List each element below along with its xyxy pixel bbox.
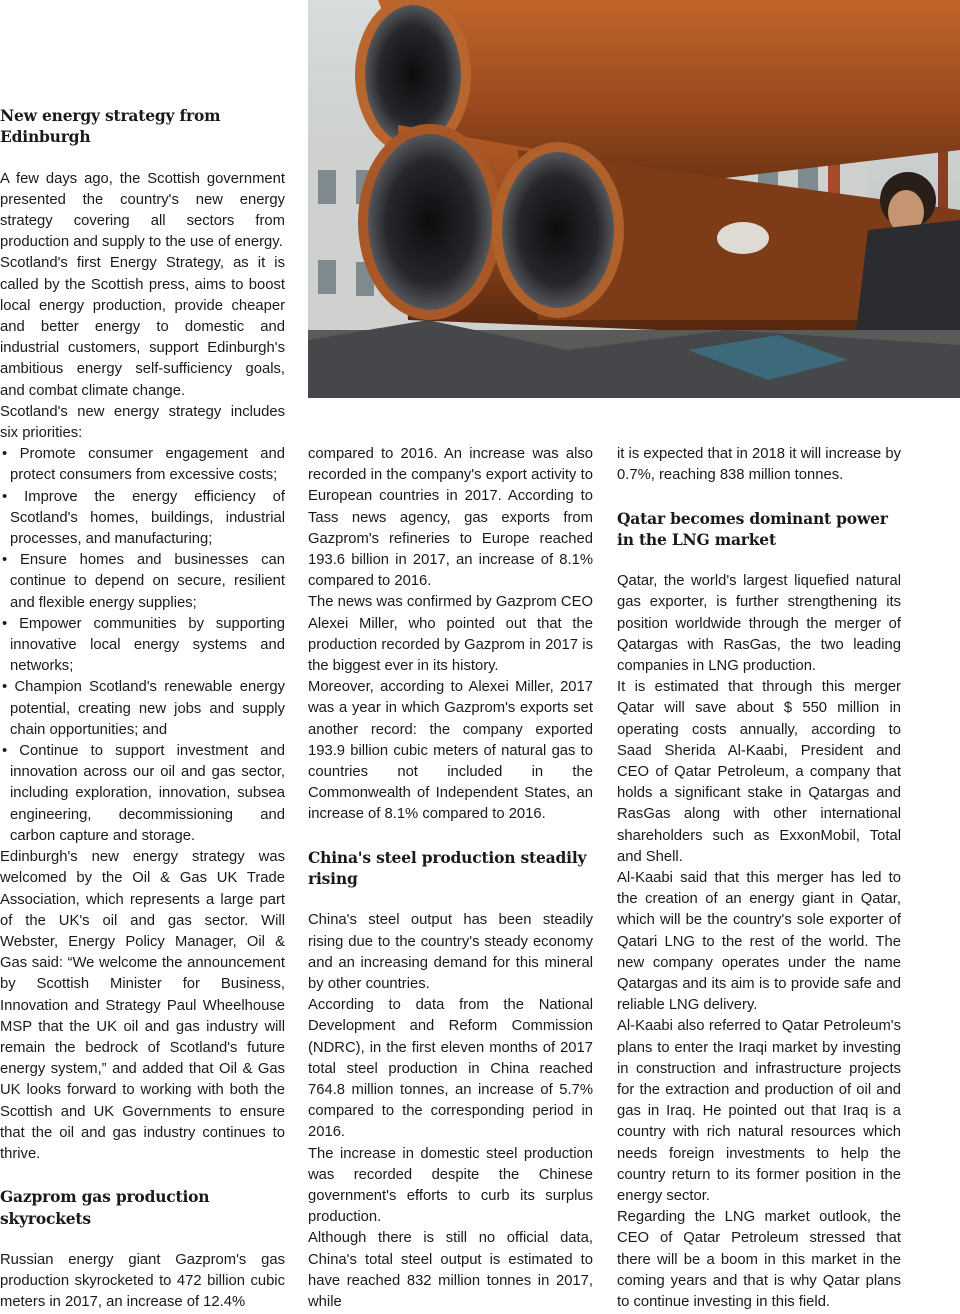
paragraph: Al-Kaabi said that this merger has led to the creation of an energy giant in Qatar, which will be the country's sole exporter of Qatari LNG to the rest of the world. The new company operates under the name Qatargas and its aim is to provide safe and reliable LNG delivery. (617, 870, 901, 1014)
paragraph: compared to 2016. An increase was also recorded in the company's export activity to European countries in 2017. According to Tass news agency, gas exports from Gazprom's refineries to Europe reached 193.6 billion in 2017, an increase of 8.1% compared to 2016. (308, 446, 593, 590)
paragraph: Regarding the LNG market outlook, the CEO of Qatar Petroleum stressed that there will be a boom in this market in the coming years and that is why Qatar plans to continue investing in this field. (617, 1209, 901, 1311)
column-middle (308, 0, 593, 1313)
bullet-item: • Promote consumer engagement and protect consumers from excessive costs; (2, 446, 285, 484)
paragraph: Russian energy giant Gazprom's gas production skyrocketed to 472 billion cubic meters in 2017, an increase of 12.4% (0, 1251, 285, 1311)
paragraph: China's steel output has been steadily rising due to the country's steady economy and an increasing demand for this mineral by other countries. (308, 912, 593, 993)
headline-qatar-lng: Qatar becomes dominant power in the LNG market (617, 508, 888, 549)
paragraph: it is expected that in 2018 it will increase by 0.7%, reaching 838 million tonnes. (617, 446, 901, 484)
paragraph: Although there is still no official data, China's total steel output is estimated to have reached 832 million tonnes in 2017, while (308, 1230, 593, 1311)
paragraph: Scotland's new energy strategy includes six priorities: (0, 403, 285, 442)
column-right (617, 0, 901, 1313)
bullet-item: • Empower communities by supporting innovative local energy systems and networks; (2, 615, 285, 675)
headline-china-steel: China's steel production steadily rising (308, 847, 587, 889)
column-left (0, 0, 285, 1314)
paragraph: It is estimated that through this merger Qatar will save about $ 550 million in operating costs annually, according to Saad Sherida Al-Kaabi, President and CEO of Qatar Petroleum, a company that holds a significant stake in Qatargas and RasGas along with other international shareholders such as ExxonMobil, Total and Shell. (617, 679, 901, 865)
paragraph: The news was confirmed by Gazprom CEO Alexei Miller, who pointed out that the production recorded by Gazprom in 2017 is the biggest ever in its history. (308, 594, 593, 675)
paragraph: Moreover, according to Alexei Miller, 2017 was a year in which Gazprom's exports set another record: the company exported 193.9 billion cubic meters of natural gas to countries not included in the Commonwealth of Independent States, an increase of 8.1% compared to 2016. (308, 679, 593, 823)
bullet-item: • Champion Scotland's renewable energy potential, creating new jobs and supply chain opportunities; and (2, 679, 285, 738)
paragraph: According to data from the National Development and Reform Commission (NDRC), in the first eleven months of 2017 total steel production in China reached 764.8 million tonnes, an increase of 5.7% compared to the corresponding period in 2016. (308, 997, 593, 1141)
headline-edinburgh: New energy strategy from Edinburgh (0, 106, 221, 147)
headline-gazprom: Gazprom gas production skyrockets (0, 1187, 210, 1228)
paragraph: Qatar, the world's largest liquefied natural gas exporter, is further strengthening its position worldwide through the merger of Qatargas with RasGas, the two leading companies in LNG production. (617, 573, 901, 674)
paragraph: Scotland's first Energy Strategy, as it is called by the Scottish press, aims to boost local energy production, provide cheaper and better energy to domestic and industrial customers, support Edinburgh's ambitious energy self-sufficiency goals, and combat climate change. (0, 255, 285, 399)
paragraph: Edinburgh's new energy strategy was welcomed by the Oil & Gas UK Trade Association, which represents a large part of the UK's oil and gas sector. Will Webster, Energy Policy Manager, Oil & Gas said: “We welcome the announcement by Scottish Minister for Business, Innovation and Strategy Paul Wheelhouse MSP that the UK oil and gas industry will remain the bedrock of Scotland's future energy system,” and added that Oil & Gas UK looks forward to working with both the Scottish and UK Governments to ensure that the oil and gas industry continues to thrive. (0, 849, 285, 1162)
paragraph: The increase in domestic steel production was recorded despite the Chinese government's efforts to curb its surplus production. (308, 1145, 593, 1226)
bullet-item: • Ensure homes and businesses can continue to depend on secure, resilient and flexible energy supplies; (2, 552, 285, 611)
bullet-item: • Improve the energy efficiency of Scotland's homes, buildings, industrial processes, and manufacturing; (2, 488, 285, 548)
paragraph: Al-Kaabi also referred to Qatar Petroleum's plans to enter the Iraqi market by investing in construction and infrastructure projects for the extraction and production of oil and gas in Iraq. He pointed out that Iraq is a country with rich natural resources which needs foreign investments to help the country return to its former position in the energy sector. (617, 1018, 901, 1205)
bullet-item: • Continue to support investment and innovation across our oil and gas sector, including exploration, innovation, subsea engineering, decommissioning and carbon capture and storage. (2, 743, 285, 844)
paragraph: A few days ago, the Scottish government presented the country's new energy strategy covering all sectors from production and supply to the use of energy. (0, 170, 285, 251)
